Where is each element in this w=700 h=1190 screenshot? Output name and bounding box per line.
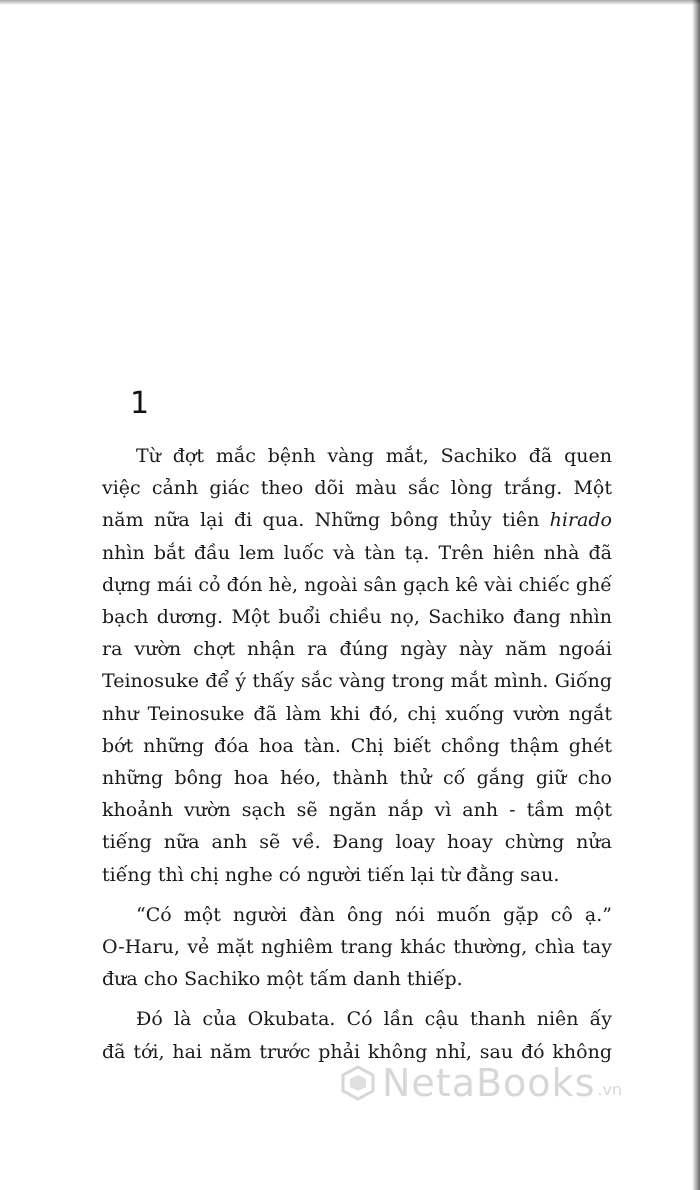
watermark-text: NetaBooks [382,1061,596,1105]
paragraph-2 [102,899,612,996]
text-line: tiếng nữa anh sẽ về. Đang loay hoay chừng nửa [102,831,612,854]
text-line: khoảnh vườn sạch sẽ ngăn nắp vì anh - tầm một [102,799,612,822]
paragraph-1 [102,440,612,891]
text-line: tiếng thì chị nghe có người tiến lại từ đằng sau. [102,863,560,886]
text-line: những bông hoa héo, thành thử cố gắng giữ cho [102,767,612,790]
nhanam-logo-icon [340,1065,376,1101]
text-line: bớt những đóa hoa tàn. Chị biết chồng thậm ghét [102,734,612,757]
watermark [340,1060,622,1106]
text-line: bạch dương. Một buổi chiều nọ, Sachiko đang nhìn [102,606,612,629]
scan-edge-shadow [692,0,700,1190]
text-line: như Teinosuke đã làm khi đó, chị xuống vườn ngắt [102,702,612,725]
watermark-suffix: .vn [597,1079,623,1099]
text-line: Từ đợt mắc bệnh vàng mắt, Sachiko đã quen [136,445,612,467]
text-line: “Có một người đàn ông nói muốn gặp cô ạ.” [136,903,612,926]
text-line-part: năm nữa lại đi qua. Những bông thủy tiên hirado [102,509,612,532]
chapter-number: 1 [130,386,150,421]
text-line: Đó là của Okubata. Có lần cậu thanh niên ấy [136,1008,612,1031]
paragraph-3 [102,1003,612,1067]
italic-word: hirado [549,509,612,532]
text-line: đưa cho Sachiko một tấm danh thiếp. [102,968,463,991]
text-line: việc cảnh giác theo dõi màu sắc lòng trắng. Một [102,477,612,500]
body-text [102,440,612,1068]
text-line [102,504,612,536]
text-line: đã tới, hai năm trước phải không nhỉ, sau đó không [102,1040,612,1063]
scan-top-shadow [0,0,700,5]
text-line: dựng mái cỏ đón hè, ngoài sân gạch kê vài chiếc ghế [102,573,612,596]
text-line: ra vườn chợt nhận ra đúng ngày này năm ngoái [102,638,612,661]
text-line: nhìn bắt đầu lem luốc và tàn tạ. Trên hiên nhà đã [102,541,612,564]
text-line: Teinosuke để ý thấy sắc vàng trong mắt mình. Giống [102,670,612,693]
text-line: O-Haru, vẻ mặt nghiêm trang khác thường, chìa tay [102,936,612,959]
